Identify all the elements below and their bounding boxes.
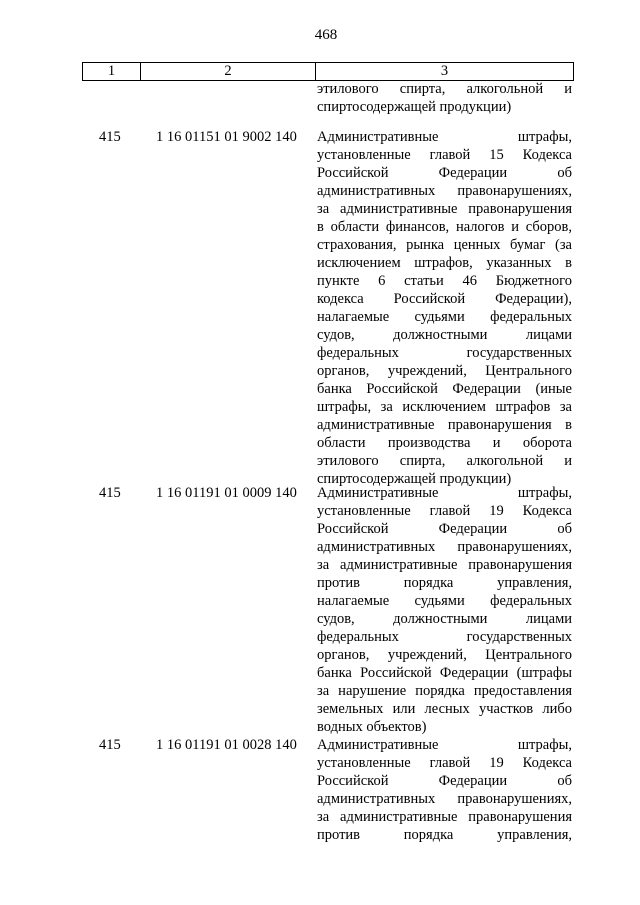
- text-line: против порядка управления,: [317, 575, 572, 591]
- text-line: штрафы, за исключением штрафов за: [317, 399, 572, 415]
- text-line: пункте 6 статьи 46 Бюджетного: [317, 273, 572, 289]
- text-line: этилового спирта, алкогольной и: [317, 453, 572, 469]
- text-line: судов, должностными лицами: [317, 327, 572, 343]
- text-line: водных объектов): [317, 719, 427, 735]
- text-line: за административные правонарушения: [317, 809, 572, 825]
- text-line: за нарушение порядка предоставления: [317, 683, 572, 699]
- text-line: установленные главой 19 Кодекса: [317, 503, 572, 519]
- text-line: Российской Федерации об: [317, 165, 572, 181]
- header-col-3: 3: [440, 63, 449, 79]
- row-description: [317, 484, 572, 736]
- text-line: Административные штрафы,: [317, 129, 572, 145]
- text-line: Российской Федерации об: [317, 773, 572, 789]
- text-line: против порядка управления,: [317, 827, 572, 843]
- text-line: федеральных государственных: [317, 629, 572, 645]
- text-line: кодекса Российской Федерации),: [317, 291, 572, 307]
- text-line: земельных или лесных участков либо: [317, 701, 572, 717]
- text-line: области производства и оборота: [317, 435, 572, 451]
- text-line: федеральных государственных: [317, 345, 572, 361]
- text-line: установленные главой 19 Кодекса: [317, 755, 572, 771]
- budget-code: 1 16 01151 01 9002 140: [156, 129, 297, 145]
- text-line: налагаемые судьями федеральных: [317, 593, 572, 609]
- continuation-text: [317, 80, 572, 116]
- header-col-2: 2: [141, 63, 316, 80]
- text-line: в области финансов, налогов и сборов,: [317, 219, 572, 235]
- text-line: Российской Федерации об: [317, 521, 572, 537]
- row-description: [317, 128, 572, 488]
- text-line: банка Российской Федерации (штрафы: [317, 665, 572, 681]
- budget-code: 1 16 01191 01 0028 140: [156, 737, 297, 753]
- text-line: административных правонарушениях,: [317, 539, 572, 555]
- text-line: исключением штрафов, указанных в: [317, 255, 572, 271]
- text-line: Административные штрафы,: [317, 737, 572, 753]
- text-line: страхования, рынка ценных бумаг (за: [317, 237, 572, 253]
- text-line: спиртосодержащей продукции): [317, 471, 512, 487]
- text-line: спиртосодержащей продукции): [317, 99, 512, 115]
- row-number: 415: [99, 129, 121, 145]
- text-line: Административные штрафы,: [317, 485, 572, 501]
- text-line: административных правонарушениях,: [317, 791, 572, 807]
- text-line: судов, должностными лицами: [317, 611, 572, 627]
- text-line: за административные правонарушения: [317, 201, 572, 217]
- text-line: налагаемые судьями федеральных: [317, 309, 572, 325]
- page-number: 468: [314, 27, 338, 43]
- row-description: [317, 736, 572, 844]
- table-header: [82, 62, 574, 81]
- text-line: установленные главой 15 Кодекса: [317, 147, 572, 163]
- text-line: органов, учреждений, Центрального: [317, 647, 572, 663]
- row-number: 415: [99, 737, 121, 753]
- text-line: за административные правонарушения: [317, 557, 572, 573]
- budget-code: 1 16 01191 01 0009 140: [156, 485, 297, 501]
- row-number: 415: [99, 485, 121, 501]
- header-col-1: 1: [83, 63, 141, 80]
- text-line: административных правонарушениях,: [317, 183, 572, 199]
- text-line: банка Российской Федерации (иные: [317, 381, 572, 397]
- text-line: административные правонарушения в: [317, 417, 572, 433]
- text-line: органов, учреждений, Центрального: [317, 363, 572, 379]
- text-line: этилового спирта, алкогольной и: [317, 81, 572, 97]
